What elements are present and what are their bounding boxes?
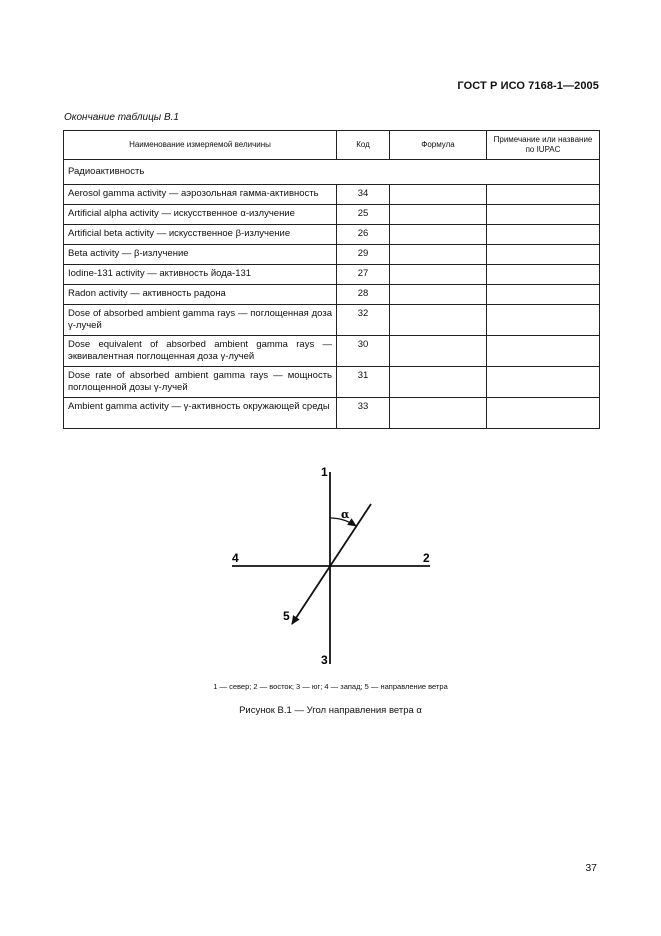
label-south: 3 [321,653,328,667]
row-code: 32 [337,305,390,336]
table-row [64,305,600,336]
column-header-formula: Формула [390,131,487,160]
row-code: 27 [337,265,390,285]
table-header-row [64,131,600,160]
table-row [64,185,600,205]
row-name: Ambient gamma activity — γ-активность окружающей среды [64,398,337,429]
row-name: Artificial beta activity — искусственное β-излучение [64,225,337,245]
table-row [64,398,600,429]
row-note [487,245,600,265]
row-formula [390,265,487,285]
table-row [64,367,600,398]
figure-caption: Рисунок В.1 — Угол направления ветра α [239,705,422,716]
table-row [64,225,600,245]
wind-direction-line [292,504,371,624]
figure-legend: 1 — север; 2 — восток; 3 — юг; 4 — запад; 5 — направление ветра [213,682,448,691]
label-wind-direction: 5 [283,609,290,623]
row-note [487,367,600,398]
measured-quantities-table [63,130,600,429]
row-note [487,225,600,245]
table-row [64,265,600,285]
table-row [64,245,600,265]
table-section-row [64,160,600,185]
label-north: 1 [321,465,328,479]
document-header: ГОСТ Р ИСО 7168-1—2005 [457,80,599,92]
row-formula [390,205,487,225]
row-formula [390,225,487,245]
row-formula [390,285,487,305]
wind-direction-diagram [0,460,661,670]
label-angle: α [341,508,350,521]
row-code: 34 [337,185,390,205]
row-note [487,285,600,305]
row-formula [390,336,487,367]
row-code: 25 [337,205,390,225]
row-formula [390,367,487,398]
row-name: Radon activity — активность радона [64,285,337,305]
column-header-name: Наименование измеряемой величины [64,131,337,160]
row-note [487,336,600,367]
row-name: Beta activity — β-излучение [64,245,337,265]
section-title: Радиоактивность [64,160,600,185]
row-code: 29 [337,245,390,265]
table-row [64,205,600,225]
row-note [487,398,600,429]
row-formula [390,398,487,429]
label-west: 4 [232,551,239,565]
row-formula [390,305,487,336]
row-name: Dose rate of absorbed ambient gamma rays — мощность поглощенной дозы γ-лучей [64,367,337,398]
page-number: 37 [585,862,597,874]
column-header-note: Примечание или название по IUPAC [487,131,600,160]
row-formula [390,185,487,205]
row-note [487,265,600,285]
row-note [487,185,600,205]
row-note [487,305,600,336]
row-code: 28 [337,285,390,305]
row-name: Artificial alpha activity — искусственное α-излучение [64,205,337,225]
row-name: Aerosol gamma activity — аэрозольная гамма-активность [64,185,337,205]
table-row [64,336,600,367]
row-code: 30 [337,336,390,367]
row-note [487,205,600,225]
row-code: 26 [337,225,390,245]
row-code: 31 [337,367,390,398]
row-name: Dose of absorbed ambient gamma rays — поглощенная доза γ-лучей [64,305,337,336]
row-name: Dose equivalent of absorbed ambient gamma rays — эквивалентная поглощенная доза γ-лучей [64,336,337,367]
row-name: Iodine-131 activity — активность йода-131 [64,265,337,285]
row-code: 33 [337,398,390,429]
table-caption: Окончание таблицы В.1 [64,112,179,123]
table-row [64,285,600,305]
row-formula [390,245,487,265]
column-header-code: Код [337,131,390,160]
label-east: 2 [423,551,430,565]
